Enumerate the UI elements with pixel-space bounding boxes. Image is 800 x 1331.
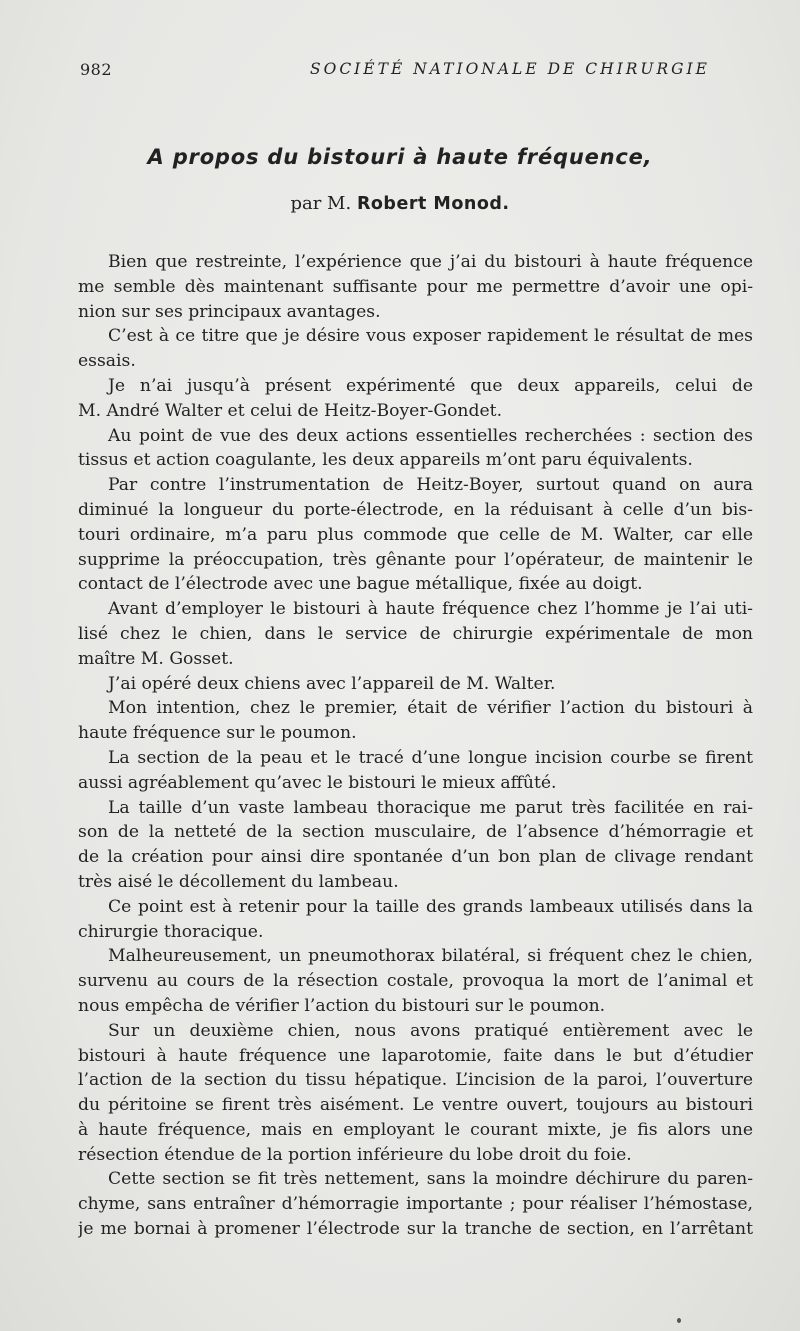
text-line: contact de l’électrode avec une bague métallique, fixée au doigt.	[78, 574, 643, 595]
text-line: Sur un deuxième chien, nous avons pratiqué entièrement avec le	[108, 1020, 753, 1041]
text-line: aussi agréablement qu’avec le bistouri le mieux affûté.	[78, 772, 557, 793]
byline-prefix: par M.	[290, 193, 352, 214]
text-line: de la création pour ainsi dire spontanée d’un bon plan de clivage rendant	[78, 847, 753, 868]
text-line: La section de la peau et le tracé d’une longue incision courbe se firent	[108, 747, 753, 768]
text-line: chirurgie thoracique.	[78, 921, 264, 942]
running-head: SOCIÉTÉ NATIONALE DE CHIRURGIE	[310, 60, 710, 78]
text-line: maître M. Gosset.	[78, 648, 234, 669]
text-line: je me bornai à promener l’électrode sur la tranche de section, en l’arrêtant	[78, 1219, 753, 1240]
byline	[0, 193, 800, 214]
text-line: résection étendue de la portion inférieure du lobe droit du foie.	[78, 1144, 632, 1165]
text-line: Malheureusement, un pneumothorax bilatéral, si fréquent chez le chien,	[108, 946, 753, 967]
text-line: Bien que restreinte, l’expérience que j’ai du bistouri à haute fréquence	[108, 252, 753, 272]
page-header	[80, 60, 752, 82]
text-line: Ce point est à retenir pour la taille des grands lambeaux utilisés dans la	[108, 896, 753, 917]
article-body	[78, 250, 753, 1242]
text-line: Au point de vue des deux actions essentielles recherchées : section des	[108, 425, 753, 446]
text-line: bistouri à haute fréquence une laparotomie, faite dans le but d’étudier	[78, 1045, 753, 1066]
text-line: essais.	[78, 351, 136, 372]
text-line: supprime la préoccupation, très gênante pour l’opérateur, de maintenir le	[78, 549, 753, 570]
text-line: son de la netteté de la section musculaire, de l’absence d’hémorragie et	[78, 822, 753, 843]
author-name: Robert Monod.	[356, 194, 510, 214]
text-line: La taille d’un vaste lambeau thoracique me parut très facilitée en rai-	[108, 797, 753, 818]
text-line: lisé chez le chien, dans le service de chirurgie expérimentale de mon	[78, 623, 753, 644]
text-line: nion sur ses principaux avantages.	[78, 301, 381, 322]
text-line: à haute fréquence, mais en employant le courant mixte, je fis alors une	[78, 1119, 753, 1140]
text-line: très aisé le décollement du lambeau.	[78, 871, 399, 892]
text-line: J’ai opéré deux chiens avec l’appareil de M. Walter.	[108, 673, 556, 694]
text-line: l’action de la section du tissu hépatique. L’incision de la paroi, l’ouverture	[78, 1070, 753, 1091]
text-line: Avant d’employer le bistouri à haute fréquence chez l’homme je l’ai uti-	[108, 599, 753, 620]
text-line: survenu au cours de la résection costale, provoqua la mort de l’animal et	[78, 971, 753, 992]
text-line: Je n’ai jusqu’à présent expérimenté que deux appareils, celui de	[108, 375, 753, 396]
print-speck	[677, 1318, 681, 1323]
text-line: Par contre l’instrumentation de Heitz-Boyer, surtout quand on aura	[108, 475, 753, 496]
page-number: 982	[80, 60, 113, 79]
text-line: Cette section se fit très nettement, sans la moindre déchirure du paren-	[108, 1169, 753, 1190]
text-line: nous empêcha de vérifier l’action du bistouri sur le poumon.	[78, 995, 606, 1016]
text-line: chyme, sans entraîner d’hémorragie importante ; pour réaliser l’hémostase,	[78, 1194, 753, 1215]
text-line: me semble dès maintenant suffisante pour me permettre d’avoir une opi-	[78, 276, 753, 297]
article-title: A propos du bistouri à haute fréquence,	[147, 145, 653, 169]
text-line: du péritoine se firent très aisément. Le ventre ouvert, toujours au bistouri	[78, 1095, 753, 1116]
text-line: diminué la longueur du porte-électrode, en la réduisant à celle d’un bis-	[78, 499, 753, 520]
text-line: M. André Walter et celui de Heitz-Boyer-Gondet.	[78, 400, 503, 421]
text-line: tissus et action coagulante, les deux appareils m’ont paru équivalents.	[78, 450, 693, 471]
text-line: touri ordinaire, m’a paru plus commode que celle de M. Walter, car elle	[78, 524, 753, 545]
text-line: Mon intention, chez le premier, était de vérifier l’action du bistouri à	[108, 698, 753, 719]
text-line: C’est à ce titre que je désire vous exposer rapidement le résultat de mes	[108, 326, 753, 347]
text-line: haute fréquence sur le poumon.	[78, 723, 357, 744]
